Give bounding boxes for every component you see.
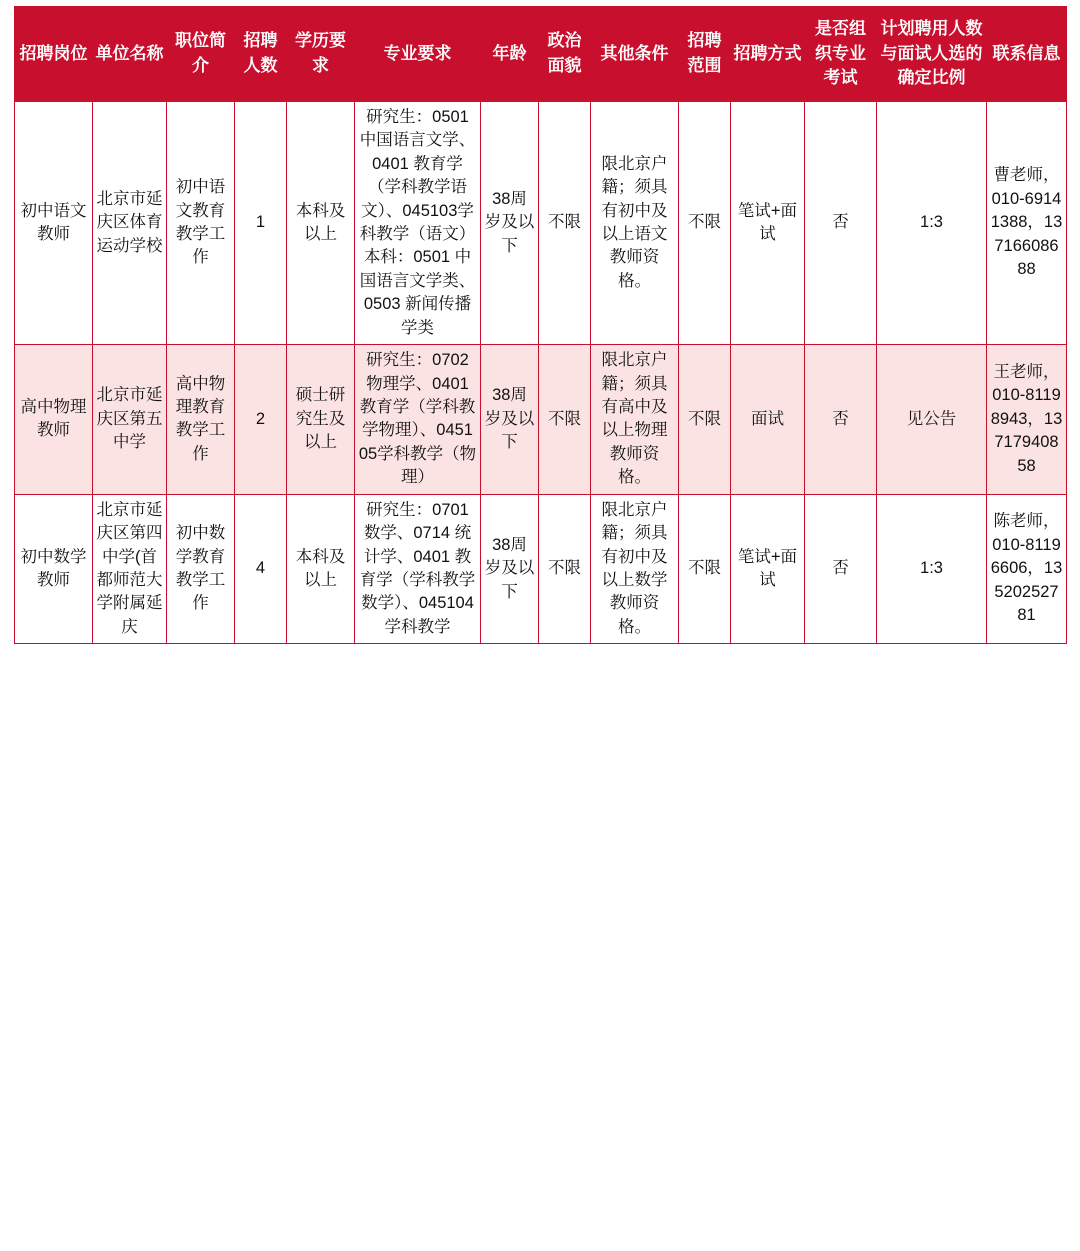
cell-unit-name: 北京市延庆区体育运动学校 (93, 101, 167, 344)
cell-contact-info: 曹老师，010-69141388，13716608688 (987, 101, 1067, 344)
column-header-age: 年龄 (481, 7, 539, 102)
column-header-other-conditions: 其他条件 (591, 7, 679, 102)
cell-position: 初中数学教师 (15, 494, 93, 644)
cell-other-conditions: 限北京户籍；须具有初中及以上数学教师资格。 (591, 494, 679, 644)
column-header-education: 学历要求 (287, 7, 355, 102)
cell-political-status: 不限 (539, 101, 591, 344)
cell-job-description: 初中语文教育教学工作 (167, 101, 235, 344)
table-row (15, 101, 1067, 344)
cell-recruitment-method: 面试 (731, 345, 805, 495)
column-header-recruitment-method: 招聘方式 (731, 7, 805, 102)
cell-interview-ratio: 1:3 (877, 494, 987, 644)
recruitment-table (14, 6, 1067, 644)
table-body (15, 101, 1067, 643)
cell-recruitment-method: 笔试+面试 (731, 494, 805, 644)
cell-age: 38周岁及以下 (481, 345, 539, 495)
column-header-political-status: 政治面貌 (539, 7, 591, 102)
table-row (15, 494, 1067, 644)
cell-contact-info: 王老师，010-81198943，13717940858 (987, 345, 1067, 495)
cell-recruitment-method: 笔试+面试 (731, 101, 805, 344)
cell-headcount: 2 (235, 345, 287, 495)
cell-major: 研究生：0702 物理学、0401 教育学（学科教学物理）、045105学科教学（物理） (355, 345, 481, 495)
column-header-interview-ratio: 计划聘用人数与面试人选的确定比例 (877, 7, 987, 102)
cell-education: 本科及以上 (287, 101, 355, 344)
column-header-headcount: 招聘人数 (235, 7, 287, 102)
column-header-unit-name: 单位名称 (93, 7, 167, 102)
cell-job-description: 初中数学教育教学工作 (167, 494, 235, 644)
cell-headcount: 4 (235, 494, 287, 644)
cell-recruitment-scope: 不限 (679, 494, 731, 644)
cell-headcount: 1 (235, 101, 287, 344)
cell-age: 38周岁及以下 (481, 101, 539, 344)
column-header-major: 专业要求 (355, 7, 481, 102)
cell-professional-exam: 否 (805, 101, 877, 344)
cell-other-conditions: 限北京户籍；须具有初中及以上语文教师资格。 (591, 101, 679, 344)
cell-political-status: 不限 (539, 494, 591, 644)
cell-professional-exam: 否 (805, 494, 877, 644)
cell-unit-name: 北京市延庆区第五中学 (93, 345, 167, 495)
cell-contact-info: 陈老师，010-81196606，13520252781 (987, 494, 1067, 644)
cell-recruitment-scope: 不限 (679, 101, 731, 344)
cell-education: 本科及以上 (287, 494, 355, 644)
column-header-position: 招聘岗位 (15, 7, 93, 102)
cell-other-conditions: 限北京户籍；须具有高中及以上物理教师资格。 (591, 345, 679, 495)
cell-education: 硕士研究生及以上 (287, 345, 355, 495)
table-header-row (15, 7, 1067, 102)
cell-recruitment-scope: 不限 (679, 345, 731, 495)
column-header-job-description: 职位简介 (167, 7, 235, 102)
table-header (15, 7, 1067, 102)
column-header-contact-info: 联系信息 (987, 7, 1067, 102)
cell-major: 研究生：0501 中国语言文学、0401 教育学（学科教学语文）、045103学科教学（语文）本科：0501 中国语言文学类、0503 新闻传播学类 (355, 101, 481, 344)
cell-job-description: 高中物理教育教学工作 (167, 345, 235, 495)
column-header-recruitment-scope: 招聘范围 (679, 7, 731, 102)
cell-professional-exam: 否 (805, 345, 877, 495)
cell-major: 研究生：0701 数学、0714 统计学、0401 教育学（学科教学数学）、045104学科教学 (355, 494, 481, 644)
cell-unit-name: 北京市延庆区第四中学(首都师范大学附属延庆 (93, 494, 167, 644)
column-header-professional-exam: 是否组织专业考试 (805, 7, 877, 102)
cell-position: 初中语文教师 (15, 101, 93, 344)
table-row (15, 345, 1067, 495)
cell-interview-ratio: 1:3 (877, 101, 987, 344)
cell-political-status: 不限 (539, 345, 591, 495)
cell-age: 38周岁及以下 (481, 494, 539, 644)
cell-position: 高中物理教师 (15, 345, 93, 495)
cell-interview-ratio: 见公告 (877, 345, 987, 495)
